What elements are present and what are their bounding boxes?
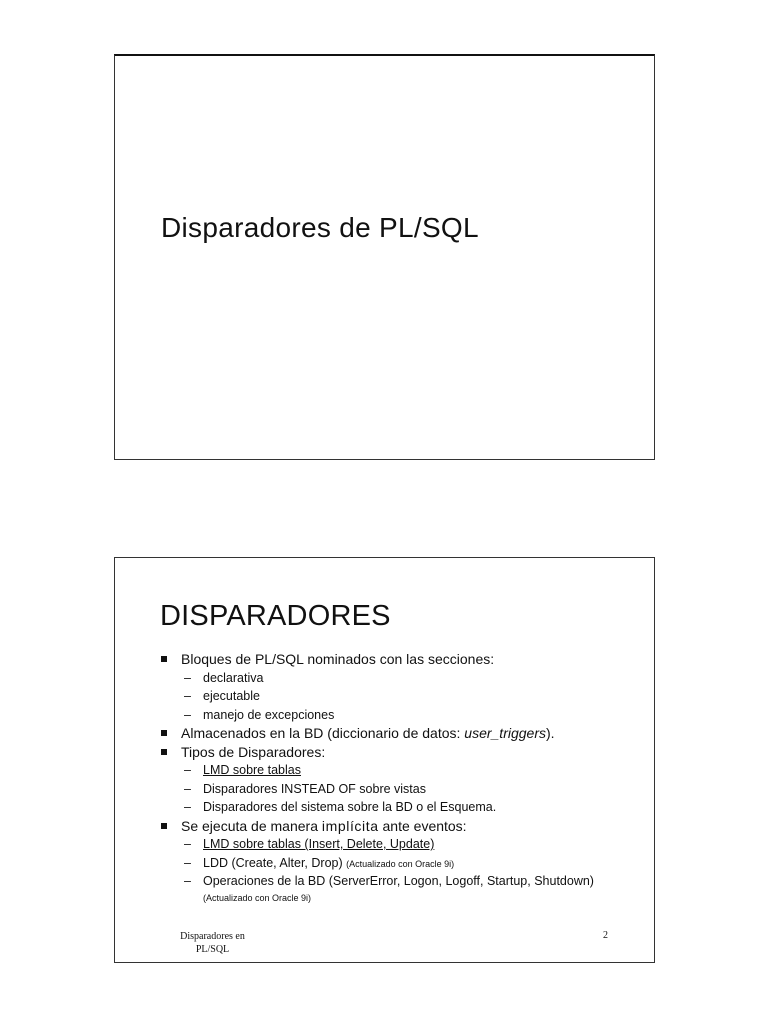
sub-item-text: manejo de excepciones <box>203 707 335 722</box>
dash-icon: – <box>184 670 191 685</box>
square-bullet-icon <box>161 730 167 736</box>
slide-1 <box>114 54 655 460</box>
bullet-text: Tipos de Disparadores: <box>181 743 326 760</box>
sub-item-link[interactable]: LMD sobre tablas <box>203 763 301 777</box>
sub-item <box>159 854 629 874</box>
dash-icon: – <box>184 874 191 888</box>
square-bullet-icon <box>161 749 167 755</box>
slide-1-title: Disparadores de PL/SQL <box>161 212 479 243</box>
sub-item-text: Disparadores INSTEAD OF sobre vistas <box>203 781 426 796</box>
bullet-item <box>159 743 629 762</box>
sub-item-text: Disparadores del sistema sobre la BD o el Esquema. <box>203 800 497 814</box>
sub-item <box>159 669 629 688</box>
square-bullet-icon <box>161 823 167 829</box>
dash-icon: – <box>184 781 191 796</box>
dash-icon: – <box>184 855 191 870</box>
sub-item <box>159 798 629 817</box>
sub-item <box>159 687 629 706</box>
bullet-item <box>159 817 629 836</box>
bullet-text-end: ). <box>545 725 555 741</box>
slide-2-content <box>159 650 629 906</box>
bullet-text-end: ante eventos: <box>378 817 467 834</box>
bullet-item <box>159 650 629 669</box>
square-bullet-icon <box>161 656 167 662</box>
sub-item-text: LDD (Create, Alter, Drop) <box>203 855 347 870</box>
sub-item-text: declarativa <box>203 670 264 685</box>
sub-item-link[interactable]: LMD sobre tablas (Insert, Delete, Update) <box>203 837 435 851</box>
dash-icon: – <box>184 837 191 851</box>
sub-item-note: (Actualizado con Oracle 9i) <box>346 858 455 869</box>
sub-item-text: ejecutable <box>203 689 260 703</box>
footer-title: Disparadores en PL/SQL <box>180 931 245 955</box>
sub-item <box>159 835 629 854</box>
bullet-text: Almacenados en la BD (diccionario de datos: <box>181 725 465 741</box>
bullet-text: Bloques de PL/SQL nominados con las secciones: <box>181 651 495 667</box>
bullet-emphasis-text: implícita <box>321 817 379 834</box>
sub-item-note: (Actualizado con Oracle 9i) <box>203 893 312 903</box>
bullet-item <box>159 724 629 743</box>
dash-icon: – <box>184 800 191 814</box>
sub-item-text: Operaciones de la BD (ServerError, Logon, Logoff, Startup, Shutdown) <box>203 874 594 888</box>
dash-icon: – <box>184 689 191 703</box>
bullet-text: Se ejecuta de manera <box>181 817 322 834</box>
sub-item <box>159 780 629 799</box>
bullet-italic-text: user_triggers <box>464 725 546 741</box>
sub-item <box>159 873 629 906</box>
page-number: 2 <box>603 930 608 941</box>
slide-2 <box>114 557 655 963</box>
sub-item <box>159 706 629 725</box>
slide-2-heading: DISPARADORES <box>160 600 391 632</box>
dash-icon: – <box>184 707 191 722</box>
sub-item <box>159 761 629 780</box>
dash-icon: – <box>184 763 191 777</box>
